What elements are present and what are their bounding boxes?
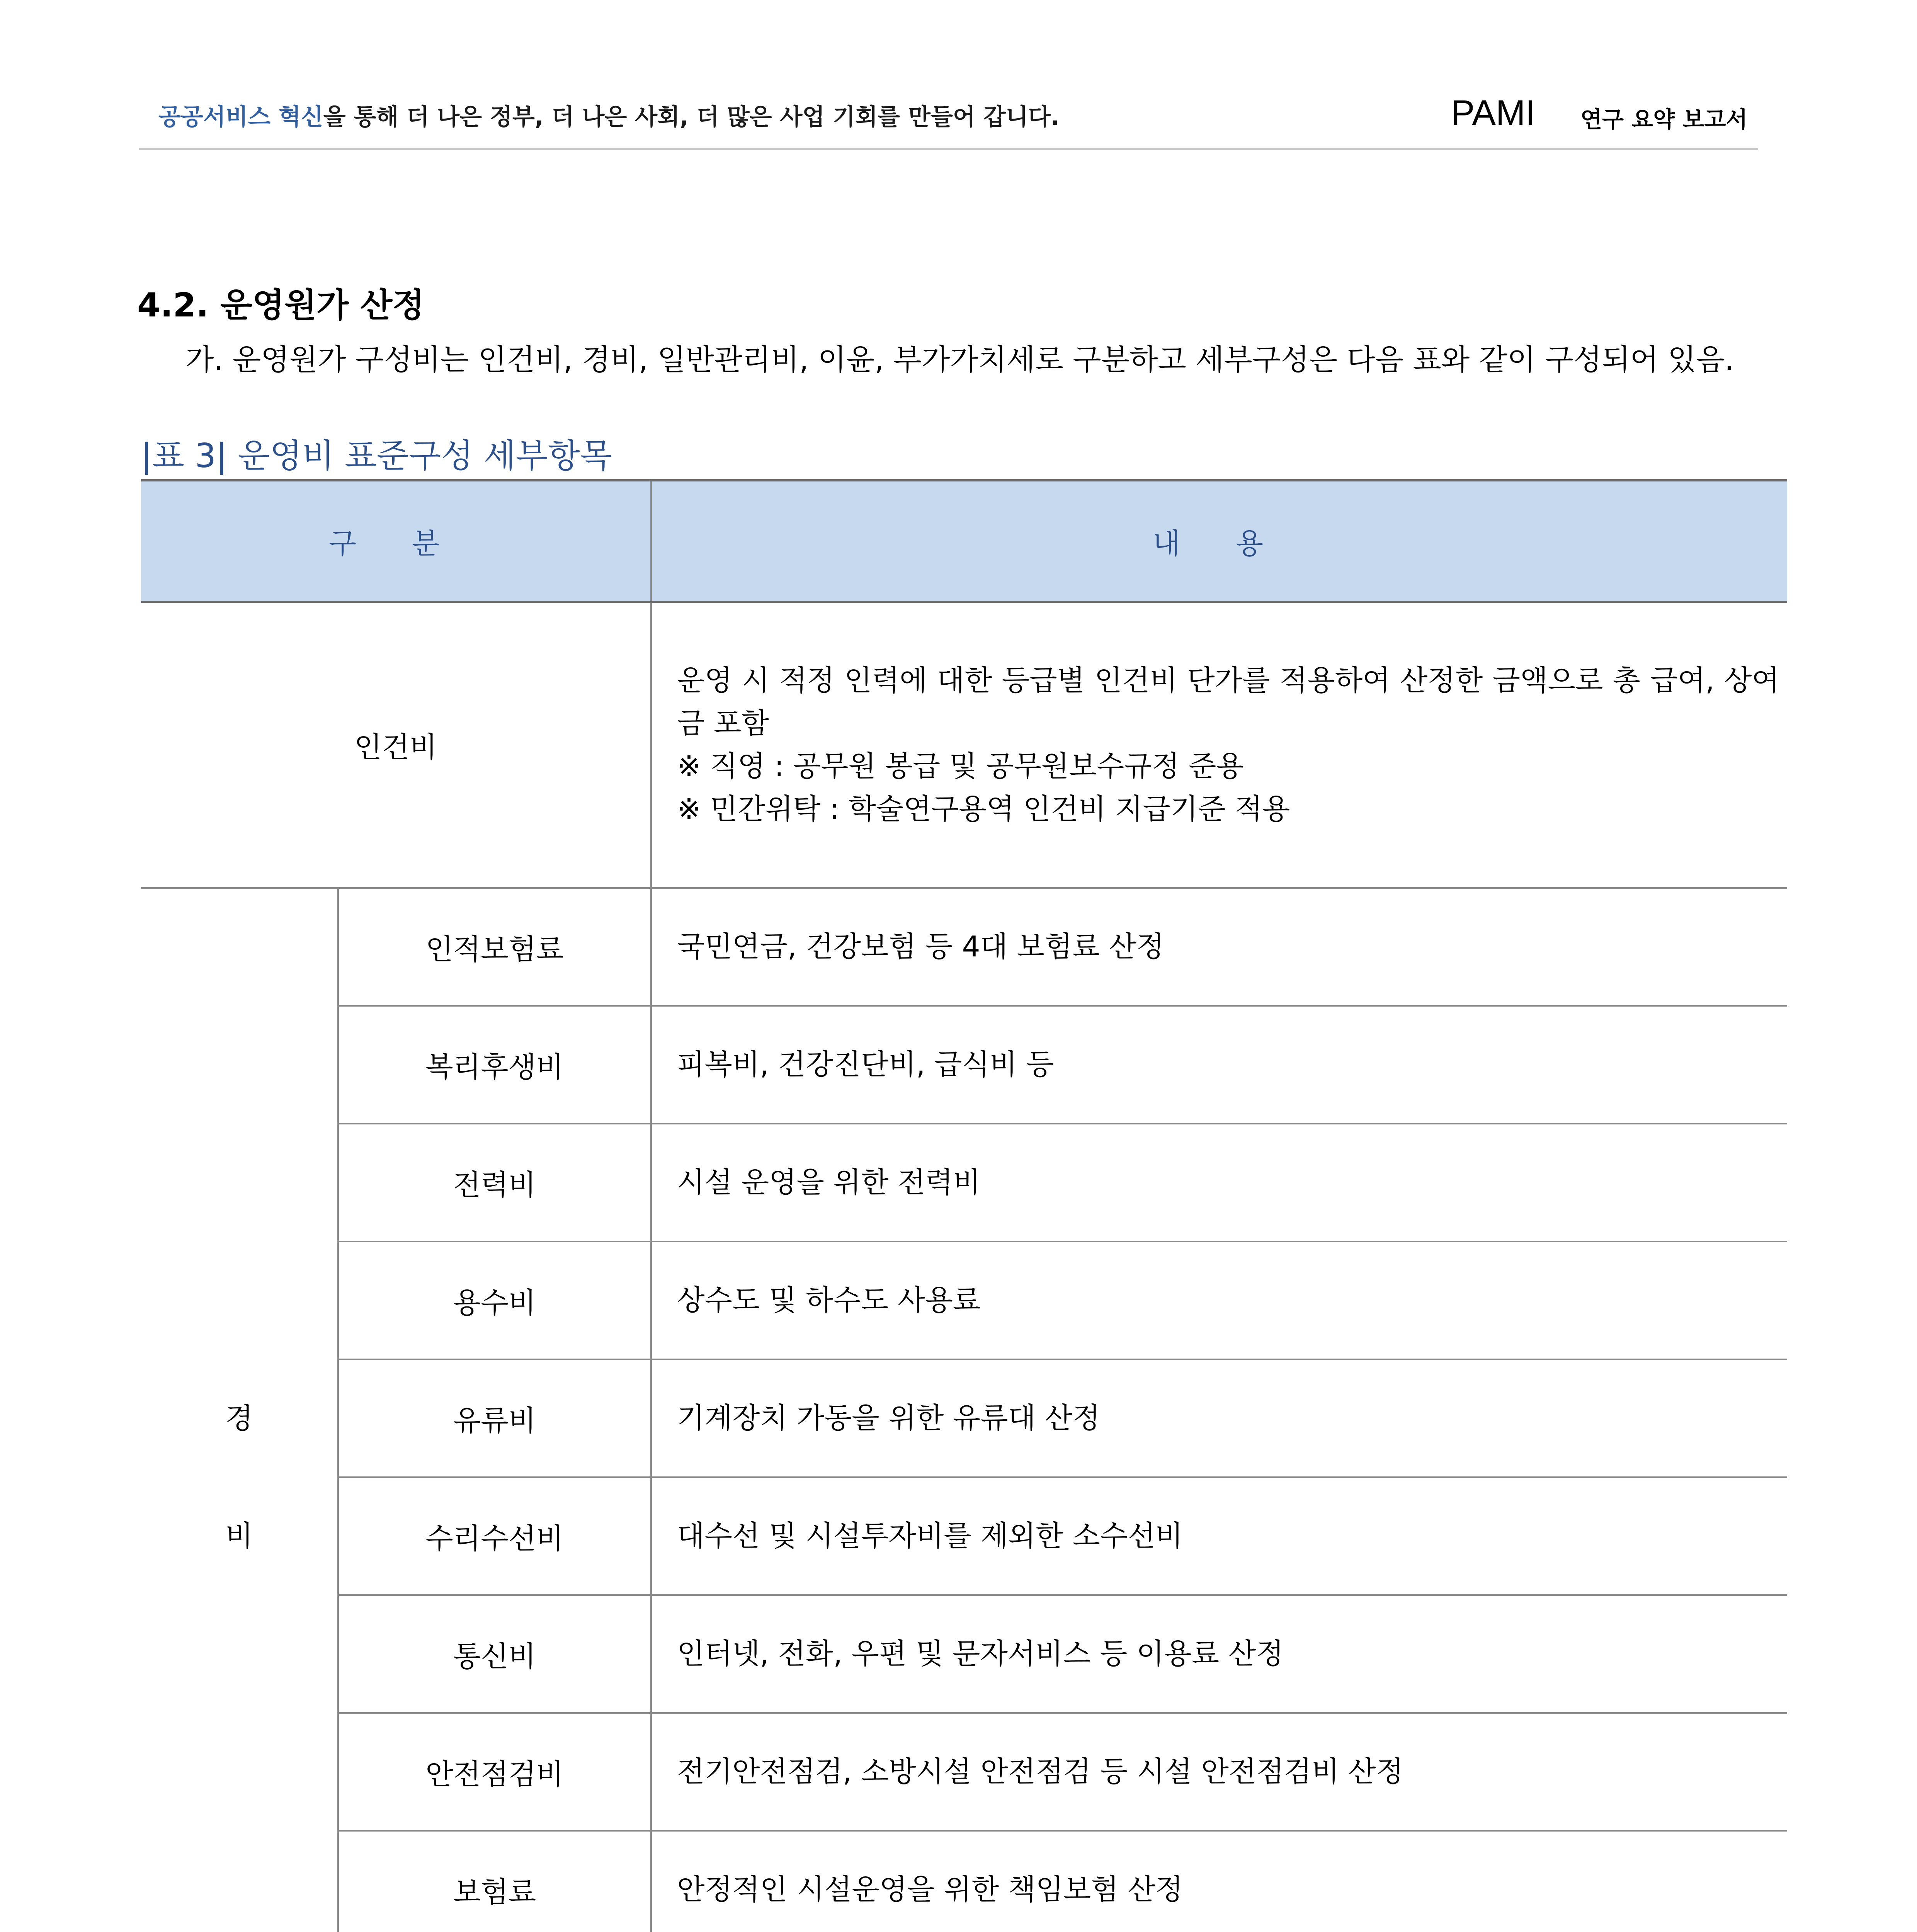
- expense-label-bottom: 비: [225, 1519, 253, 1553]
- col-header-category: 구 분: [141, 480, 651, 602]
- header-divider: [139, 148, 1758, 150]
- expense-item-desc: 안정적인 시설운영을 위한 책임보험 산정: [651, 1831, 1787, 1932]
- table-row-expense: [141, 1124, 1787, 1242]
- expense-item-desc: 피복비, 건강진단비, 급식비 등: [651, 1006, 1787, 1124]
- table-row-expense: [141, 1242, 1787, 1359]
- expense-item-name: 유류비: [338, 1359, 651, 1477]
- table-row-expense: [141, 1006, 1787, 1124]
- section-text: 가. 운영원가 구성비는 인건비, 경비, 일반관리비, 이윤, 부가가치세로 구분하고 세부구성은 다음 표와 같이 구성되어 있음.: [185, 342, 1734, 377]
- labor-desc: [651, 602, 1787, 888]
- table-row-expense: [141, 1713, 1787, 1831]
- header-brand: PAMI: [1451, 93, 1536, 133]
- expense-item-desc: 인터넷, 전화, 우편 및 문자서비스 등 이용료 산정: [651, 1595, 1787, 1713]
- table-row-expense: [141, 1359, 1787, 1477]
- expense-item-name: 용수비: [338, 1242, 651, 1359]
- expense-item-name: 보험료: [338, 1831, 651, 1932]
- expense-label: [141, 888, 338, 1932]
- labor-line-1: 운영 시 적정 인력에 대한 등급별 인건비 단가를 적용하여 산정한 금액으로 총 급여, 상여금 포함: [677, 664, 1779, 740]
- expense-label-top: 경: [225, 1402, 253, 1435]
- table-row-expense: [141, 1831, 1787, 1932]
- expense-item-name: 수리수선비: [338, 1477, 651, 1595]
- table-row-expense: [141, 888, 1787, 1006]
- expense-item-desc: 국민연금, 건강보험 등 4대 보험료 산정: [651, 888, 1787, 1006]
- expense-item-desc: 상수도 및 하수도 사용료: [651, 1242, 1787, 1359]
- expense-item-desc: 시설 운영을 위한 전력비: [651, 1124, 1787, 1242]
- table-row-labor: [141, 602, 1787, 888]
- table-row-expense: [141, 1477, 1787, 1595]
- table-caption: |표 3| 운영비 표준구성 세부항목: [141, 437, 612, 475]
- table-row-expense: [141, 1595, 1787, 1713]
- header-slogan: [158, 99, 1059, 132]
- labor-line-2: ※ 직영 : 공무원 봉급 및 공무원보수규정 준용: [677, 750, 1244, 783]
- labor-line-3: ※ 민간위탁 : 학술연구용역 인건비 지급기준 적용: [677, 793, 1290, 826]
- labor-label: 인건비: [141, 602, 651, 888]
- slogan-rest: 을 통해 더 나은 정부, 더 나은 사회, 더 많은 사업 기회를 만들어 갑니다.: [323, 104, 1060, 131]
- cost-table: [141, 479, 1787, 1932]
- expense-item-name: 복리후생비: [338, 1006, 651, 1124]
- expense-item-desc: 대수선 및 시설투자비를 제외한 소수선비: [651, 1477, 1787, 1595]
- expense-item-desc: 전기안전점검, 소방시설 안전점검 등 시설 안전점검비 산정: [651, 1713, 1787, 1831]
- expense-item-name: 인적보험료: [338, 888, 651, 1006]
- expense-item-name: 안전점검비: [338, 1713, 651, 1831]
- expense-item-name: 전력비: [338, 1124, 651, 1242]
- expense-item-desc: 기계장치 가동을 위한 유류대 산정: [651, 1359, 1787, 1477]
- header-report-type: 연구 요약 보고서: [1580, 106, 1748, 133]
- expense-item-name: 통신비: [338, 1595, 651, 1713]
- slogan-highlight: 공공서비스 혁신: [158, 104, 323, 131]
- table-header-row: [141, 480, 1787, 602]
- section-title: 4.2. 운영원가 산정: [137, 286, 425, 325]
- col-header-content: 내 용: [651, 480, 1787, 602]
